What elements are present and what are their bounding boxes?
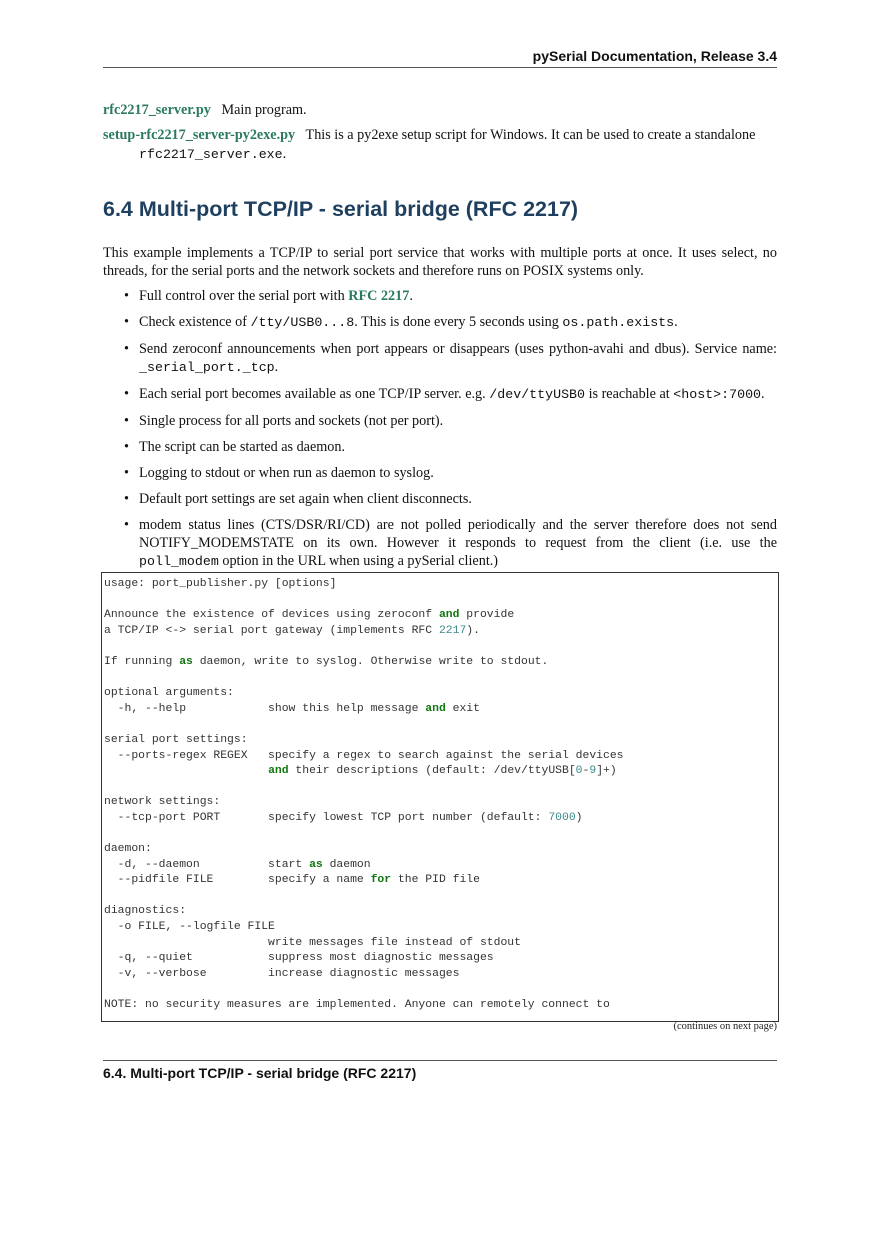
inline-code: /tty/USB0...8 bbox=[250, 315, 355, 330]
list-text: . bbox=[674, 314, 678, 330]
inline-code: os.path.exists bbox=[562, 315, 675, 330]
list-text: Single process for all ports and sockets (not per port). bbox=[139, 413, 444, 429]
definition-item bbox=[103, 126, 777, 164]
inline-code: <host>:7000 bbox=[673, 387, 762, 402]
list-item: • Full control over the serial port with RFC 2217. bbox=[124, 288, 413, 304]
list-text: modem status lines (CTS/DSR/RI/CD) are not polled periodically and the server therefore does not send NOTIFY_MODEMSTATE on its own. However it responds to request from the client (i.e. use the bbox=[139, 517, 777, 551]
list-text: is reachable at bbox=[585, 386, 674, 402]
list-item: • Default port settings are set again when client disconnects. bbox=[124, 491, 472, 507]
inline-code: _serial_port._tcp bbox=[139, 360, 275, 375]
list-text: . This is done every 5 seconds using bbox=[354, 314, 563, 330]
list-text: Logging to stdout or when run as daemon to syslog. bbox=[139, 465, 434, 481]
list-item: • modem status lines (CTS/DSR/RI/CD) are not polled periodically and the server therefore does not send NOTIFY_MODEMSTATE on its own. However it responds to request from the client (i.e. use the poll_modem option in the URL when using a pySerial client.) bbox=[124, 517, 777, 569]
list-text: The script can be started as daemon. bbox=[139, 439, 346, 455]
list-item: • The script can be started as daemon. bbox=[124, 439, 346, 455]
continues-note: (continues on next page) bbox=[673, 1021, 777, 1032]
running-header: pySerial Documentation, Release 3.4 bbox=[103, 48, 777, 68]
document-page bbox=[103, 0, 777, 1247]
section-heading: 6.4 Multi-port TCP/IP - serial bridge (RFC 2217) bbox=[103, 197, 579, 221]
inline-code: poll_modem bbox=[139, 554, 219, 569]
list-item: • Each serial port becomes available as one TCP/IP server. e.g. /dev/ttyUSB0 is reachable at <host>:7000. bbox=[124, 386, 765, 402]
list-text: option in the URL when using a pySerial client.) bbox=[218, 553, 499, 569]
code-block bbox=[101, 572, 779, 1022]
list-text: Each serial port becomes available as one TCP/IP server. e.g. bbox=[139, 386, 490, 402]
list-item: • Send zeroconf announcements when port appears or disappears (uses python-avahi and dbus). Service name: _serial_port._tcp. bbox=[124, 341, 777, 375]
list-item: • Single process for all ports and sockets (not per port). bbox=[124, 413, 444, 429]
list-text: . bbox=[409, 288, 413, 304]
file-definition-list bbox=[103, 101, 777, 170]
list-text: . bbox=[274, 359, 279, 375]
list-text: . bbox=[761, 386, 765, 402]
list-text: Send zeroconf announcements when port appears or disappears (uses python-avahi and dbus). Service name: bbox=[139, 341, 777, 357]
inline-code: rfc2217_server.exe bbox=[139, 147, 283, 162]
intro-paragraph: This example implements a TCP/IP to serial port service that works with multiple ports at once. It uses select, no threads, for the serial ports and the network sockets and therefore runs on POSIX systems only. bbox=[103, 245, 777, 279]
list-text: Default port settings are set again when client disconnects. bbox=[139, 491, 472, 507]
inline-code: /dev/ttyUSB0 bbox=[489, 387, 586, 402]
rfc-link[interactable]: RFC 2217 bbox=[348, 288, 410, 304]
definition-item bbox=[103, 101, 777, 120]
footer-divider bbox=[103, 1060, 777, 1061]
file-description: Main program. bbox=[221, 102, 307, 118]
list-item: • Logging to stdout or when run as daemon to syslog. bbox=[124, 465, 434, 481]
list-text: Full control over the serial port with bbox=[139, 288, 349, 304]
file-term[interactable]: rfc2217_server.py bbox=[103, 102, 211, 118]
list-text: Check existence of bbox=[139, 314, 251, 330]
running-footer: 6.4. Multi-port TCP/IP - serial bridge (RFC 2217) bbox=[103, 1065, 417, 1081]
code-text: usage: port_publisher.py [options] Announce the existence of devices using zeroconf and provide a TCP/IP <-> serial port gateway (implements RFC 2217). If running as daemon, write to syslog. Otherwise write to stdout. optional arguments: -h, --help show this help message and exit serial port settings: --ports-regex REGEX specify a regex to search against the serial devices and their descriptions (default: /dev/ttyUSB[0-9]+) network settings: --tcp-port PORT specify lowest TCP port number (default: 7000) daemon: -d, --daemon start as daemon --pidfile FILE specify a name for the PID file diagnostics: -o FILE, --logfile FILE write messages file instead of stdout -q, --quiet suppress most diagnostic messages -v, --verbose increase diagnostic messages NOTE: no security measures are implemented. Anyone can remotely connect to bbox=[104, 578, 624, 1012]
list-item: • Check existence of /tty/USB0...8. This is done every 5 seconds using os.path.exists. bbox=[124, 314, 678, 330]
file-description: This is a py2exe setup script for Windows. It can be used to create a standalone bbox=[305, 127, 756, 143]
file-term[interactable]: setup-rfc2217_server-py2exe.py bbox=[103, 127, 296, 143]
punctuation: . bbox=[282, 146, 287, 162]
feature-list bbox=[103, 287, 777, 579]
